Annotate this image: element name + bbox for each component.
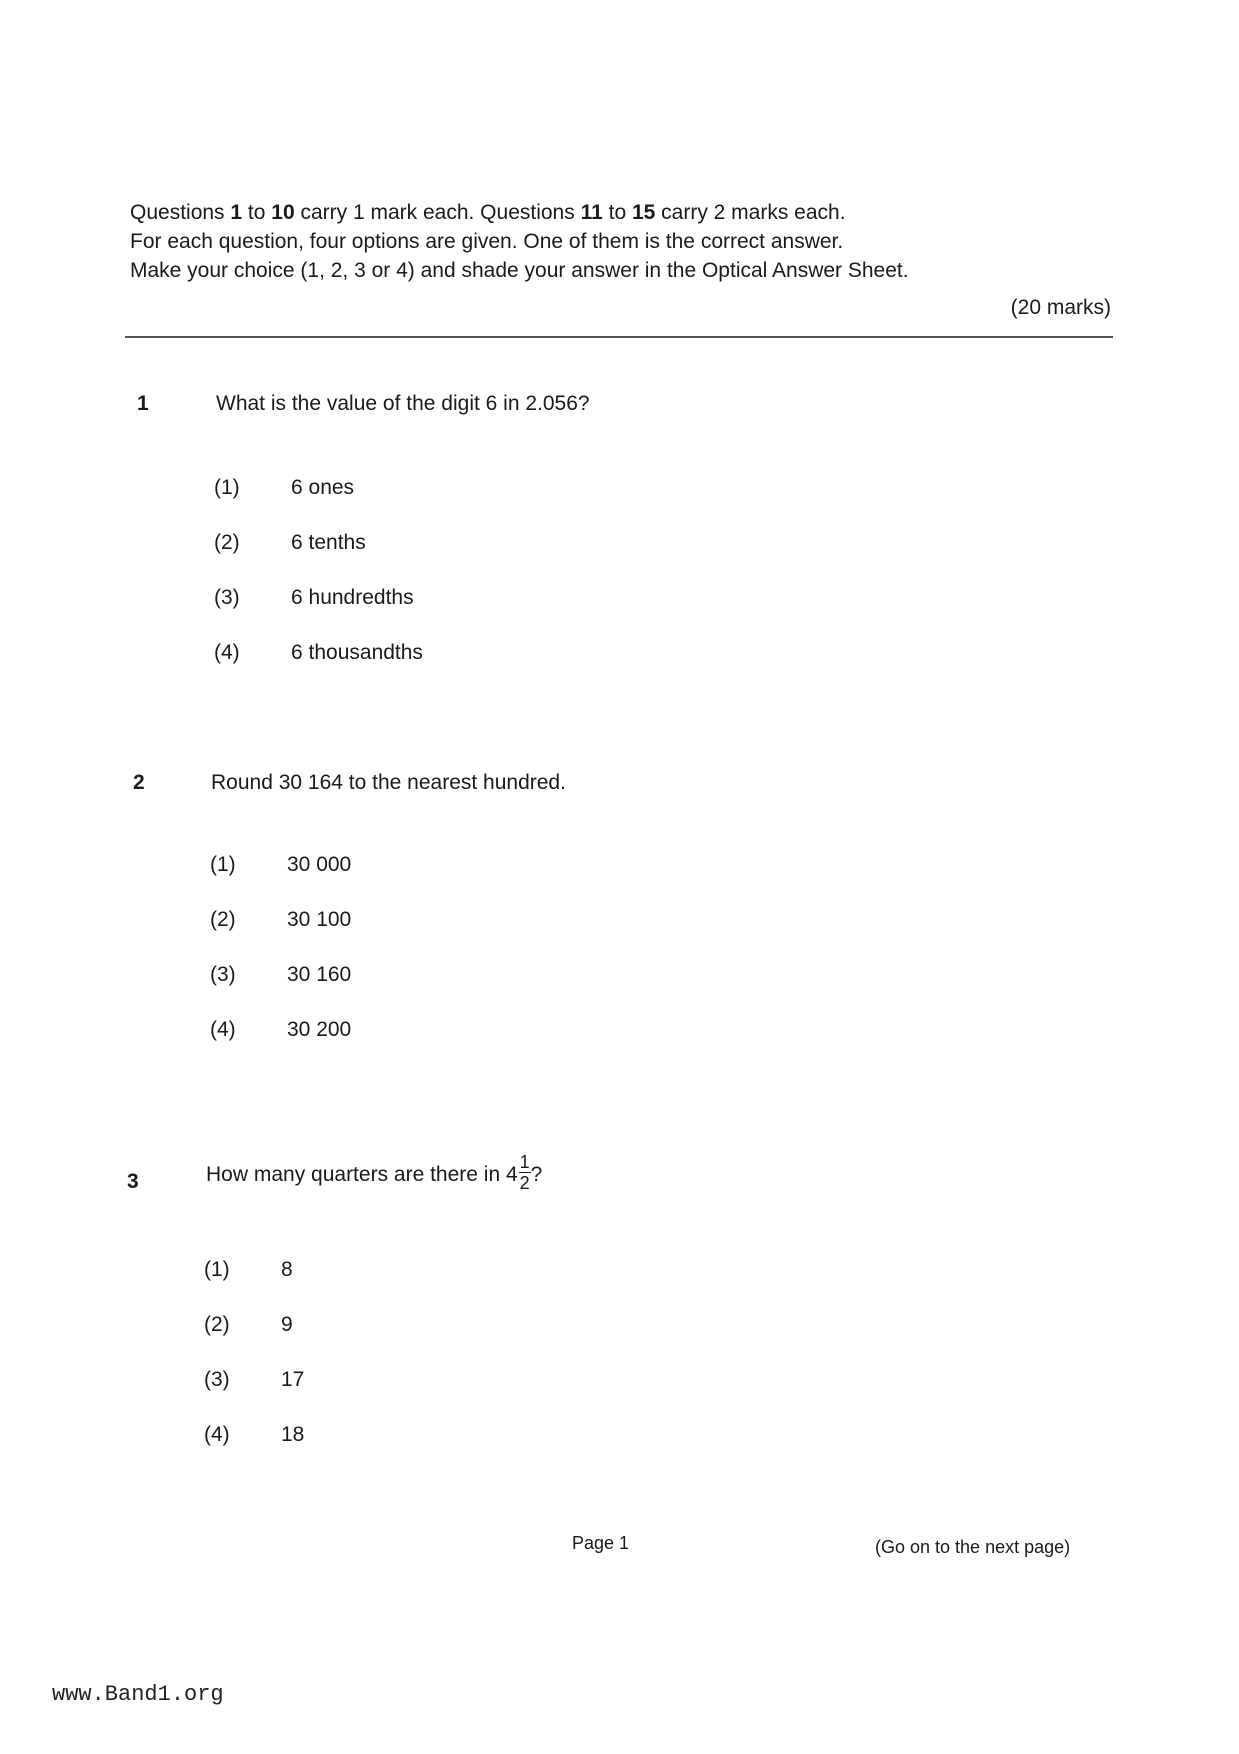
question-number: 2 [133,771,145,794]
option-number: (4) [210,1018,236,1041]
instr-text: to [242,201,272,224]
page-number: Page 1 [572,1533,630,1553]
option-text: 30 200 [287,1018,352,1041]
option-text: 6 hundredths [291,586,414,609]
option-text: 9 [281,1313,293,1336]
option-number: (3) [214,586,240,609]
fraction [519,1153,531,1192]
option-number: (1) [204,1258,230,1281]
option-text: 30 000 [287,853,352,876]
question-number: 1 [137,392,149,415]
option-number: (1) [210,853,236,876]
question-text-end: ? [530,1163,543,1187]
option-text: 6 tenths [291,531,366,554]
instr-text: Questions [130,201,231,224]
option-text: 8 [281,1258,293,1281]
option-text: 18 [281,1423,305,1446]
next-page-note: (Go on to the next page) [875,1537,1071,1557]
fraction-numerator: 1 [519,1152,530,1172]
question-number: 3 [127,1170,139,1193]
option-number: (4) [204,1423,230,1446]
option-number: (2) [214,531,240,554]
option-text: 30 100 [287,908,352,931]
option-number: (3) [210,963,236,986]
instructions-line-3: Make your choice (1, 2, 3 or 4) and shade your answer in the Optical Answer Sheet. [130,259,909,282]
question-text: Round 30 164 to the nearest hundred. [211,771,566,794]
instructions-line-1 [130,198,1110,227]
instructions [130,198,1110,285]
question-text: What is the value of the digit 6 in 2.056? [216,392,590,415]
option-number: (2) [204,1313,230,1336]
instructions-line-2: For each question, four options are given. One of them is the correct answer. [130,230,844,253]
option-number: (4) [214,641,240,664]
option-text: 30 160 [287,963,352,986]
instr-bold: 11 [580,201,603,224]
instr-bold: 10 [271,201,295,224]
instr-bold: 15 [631,201,656,224]
option-number: (2) [210,908,236,931]
instr-text: to [602,201,632,224]
watermark-url: www.Band1.org [52,1682,224,1707]
option-text: 6 thousandths [291,641,423,664]
instr-text: carry 1 mark each. Questions [294,201,581,224]
option-text: 6 ones [291,476,355,499]
option-number: (1) [214,476,240,499]
option-number: (3) [204,1368,230,1391]
instr-text: carry 2 marks each. [655,201,846,224]
section-divider [125,336,1113,338]
total-marks: (20 marks) [1010,296,1111,319]
option-text: 17 [281,1368,305,1391]
fraction-denominator: 2 [519,1173,530,1193]
instr-bold: 1 [230,201,243,224]
question-text [206,1152,543,1195]
question-text-main: How many quarters are there in 4 [206,1163,518,1187]
